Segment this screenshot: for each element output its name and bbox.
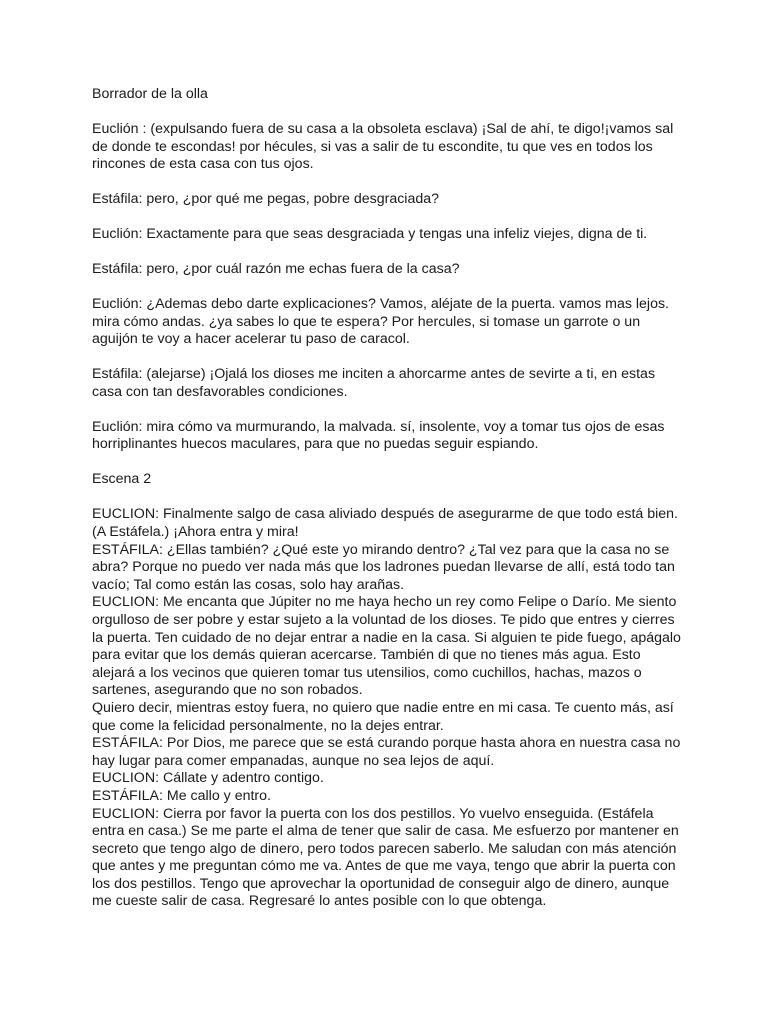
paragraph: Estáfila: pero, ¿por cuál razón me echas fuera de la casa? bbox=[92, 261, 460, 278]
paragraph: Euclión: mira cómo va murmurando, la malvada. sí, insolente, voy a tomar tus ojos de esas horriplinantes huecos maculares, para que no puedas seguir espiando. bbox=[92, 418, 665, 453]
paragraph: Estáfila: (alejarse) ¡Ojalá los dioses me inciten a ahorcarme antes de sevirte a ti, en estas casa con tan desfavorables condiciones. bbox=[92, 366, 656, 400]
paragraph: Estáfila: pero, ¿por qué me pegas, pobre desgraciada? bbox=[92, 191, 440, 208]
paragraph: EUCLION: Cierra por favor la puerta con los dos pestillos. Yo vuelvo enseguida. (Estáfela entra en casa.) Se me parte el alma de tener que salir de casa. Me esfuerzo por mantener en secreto que tengo algo de dinero, pero todos parecen saberlo. Me saludan con más atención que antes y me preguntan cómo me va. Antes de que me vaya, tengo que abrir la puerta con los dos pestillos. Tengo que aprovechar la oportunidad de conseguir algo de dinero, aunque me cueste salir de casa. Regresaré lo antes posible con lo que obtenga. bbox=[92, 805, 679, 910]
paragraph: ESTÁFILA: ¿Ellas también? ¿Qué este yo mirando dentro? ¿Tal vez para que la casa no se abra? Porque no puedo ver nada más que los ladrones puedan llevarse de allí, está todo tan vacío; Tal como están las cosas, solo hay arañas. bbox=[92, 541, 675, 593]
scene-heading: Escena 2 bbox=[92, 471, 152, 488]
paragraph: EUCLION: Me encanta que Júpiter no me haya hecho un rey como Felipe o Darío. Me siento orgulloso de ser pobre y estar sujeto a la voluntad de los dioses. Te pido que entres y cierres la puerta. Ten cuidado de no dejar entrar a nadie en la casa. Si alguien te pide fuego, apágalo para evitar que los demás quieran acercarse. También di que no tienes más agua. Esto alejará a los vecinos que quieren tomar tus utensilios, como cuchillos, hachas, mazos o sartenes, asegurando que no son robados. bbox=[92, 594, 681, 699]
paragraph: Euclión : (expulsando fuera de su casa a la obsoleta esclava) ¡Sal de ahí, te digo!¡vamos sal de donde te escondas! por hécules, si vas a salir de tu escondite, tu que ves en todos los rincones de esta casa con tus ojos. bbox=[92, 120, 674, 173]
document-title: Borrador de la olla bbox=[92, 86, 208, 102]
paragraph: EUCLION: Cállate y adentro contigo. bbox=[92, 770, 324, 787]
paragraph: ESTÁFILA: Por Dios, me parece que se está curando porque hasta ahora en nuestra casa no hay lugar para comer empanadas, aunque no sea lejos de aquí. bbox=[92, 735, 681, 769]
paragraph: Euclión: Exactamente para que seas desgraciada y tengas una infeliz viejes, digna de ti. bbox=[92, 226, 648, 243]
paragraph: Quiero decir, mientras estoy fuera, no quiero que nadie entre en mi casa. Te cuento más, así que come la felicidad personalmente, no la dejes entrar. bbox=[92, 699, 674, 734]
paragraph: ESTÁFILA: Me callo y entro. bbox=[92, 787, 271, 804]
document-body bbox=[92, 86, 682, 911]
paragraph: EUCLION: Finalmente salgo de casa aliviado después de asegurarme de que todo está bien. (A Estáfela.) ¡Ahora entra y mira! bbox=[92, 506, 678, 541]
paragraph: Euclión: ¿Ademas debo darte explicaciones? Vamos, aléjate de la puerta. vamos mas lejos. mira cómo andas. ¿ya sabes lo que te espera? Por hercules, si tomase un garrote o un aguijón te voy a hacer acelerar tu paso de caracol. bbox=[92, 296, 670, 348]
